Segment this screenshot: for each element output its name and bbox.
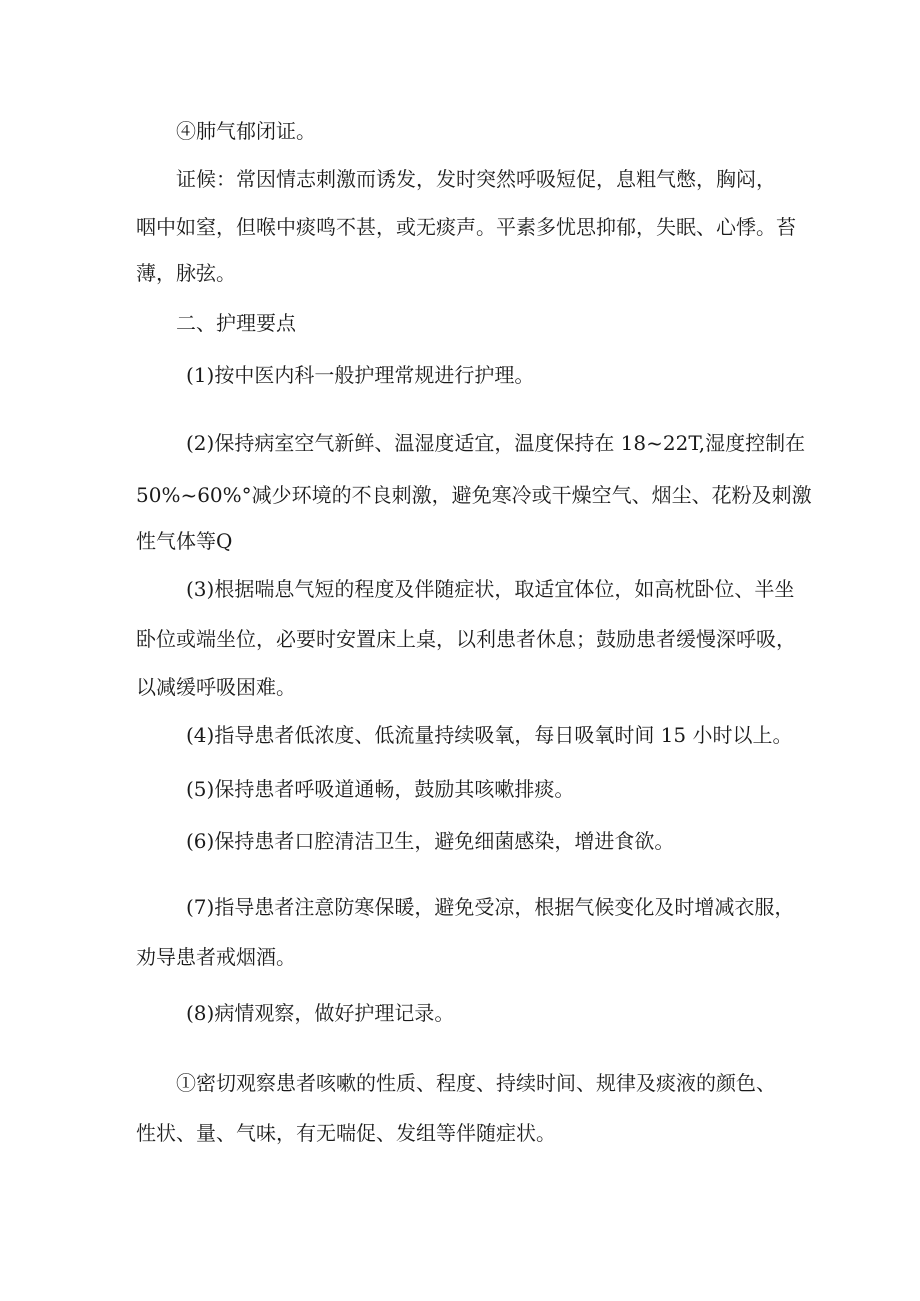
- text-line: 以减缓呼吸困难。: [136, 675, 296, 699]
- text-line: ①密切观察患者咳嗽的性质、程度、持续时间、规律及痰液的颜色、: [176, 1071, 776, 1095]
- text-line: 咽中如窒，但喉中痰鸣不甚，或无痰声。平素多忧思抑郁，失眠、心悸。苔: [136, 215, 796, 239]
- text-line: (4)指导患者低浓度、低流量持续吸氧，每日吸氧时间 15 小时以上。: [186, 723, 793, 747]
- text-line: (7)指导患者注意防寒保暖，避免受凉，根据气候变化及时增减衣服，: [186, 895, 795, 919]
- text-line: 劝导患者戒烟酒。: [136, 945, 296, 969]
- text-line: 性气体等Q: [136, 529, 233, 553]
- text-line: (3)根据喘息气短的程度及伴随症状，取适宜体位，如高枕卧位、半坐: [186, 577, 795, 601]
- text-line: (1)按中医内科一般护理常规进行护理。: [186, 363, 535, 387]
- section-heading: 二、护理要点: [176, 311, 296, 335]
- text-line: 卧位或端坐位，必要时安置床上桌，以利患者休息；鼓励患者缓慢深呼吸，: [136, 627, 796, 651]
- text-line: (6)保持患者口腔清洁卫生，避免细菌感染，增进食欲。: [186, 829, 675, 853]
- text-line: (5)保持患者呼吸道通畅，鼓励其咳嗽排痰。: [186, 777, 575, 801]
- text-line: (8)病情观察，做好护理记录。: [186, 1001, 455, 1025]
- text-line: (2)保持病室空气新鲜、温湿度适宜，温度保持在 18~22T,湿度控制在: [186, 431, 806, 455]
- text-line: 证候：常因情志刺激而诱发，发时突然呼吸短促，息粗气憋，胸闷，: [176, 167, 776, 191]
- text-line: 50%~60%°减少环境的不良刺激，避免寒冷或干燥空气、烟尘、花粉及刺激: [136, 483, 812, 507]
- text-line: 性状、量、气味，有无喘促、发组等伴随症状。: [136, 1121, 556, 1145]
- text-line: 薄，脉弦。: [136, 261, 236, 285]
- text-line: ④肺气郁闭证。: [176, 119, 316, 143]
